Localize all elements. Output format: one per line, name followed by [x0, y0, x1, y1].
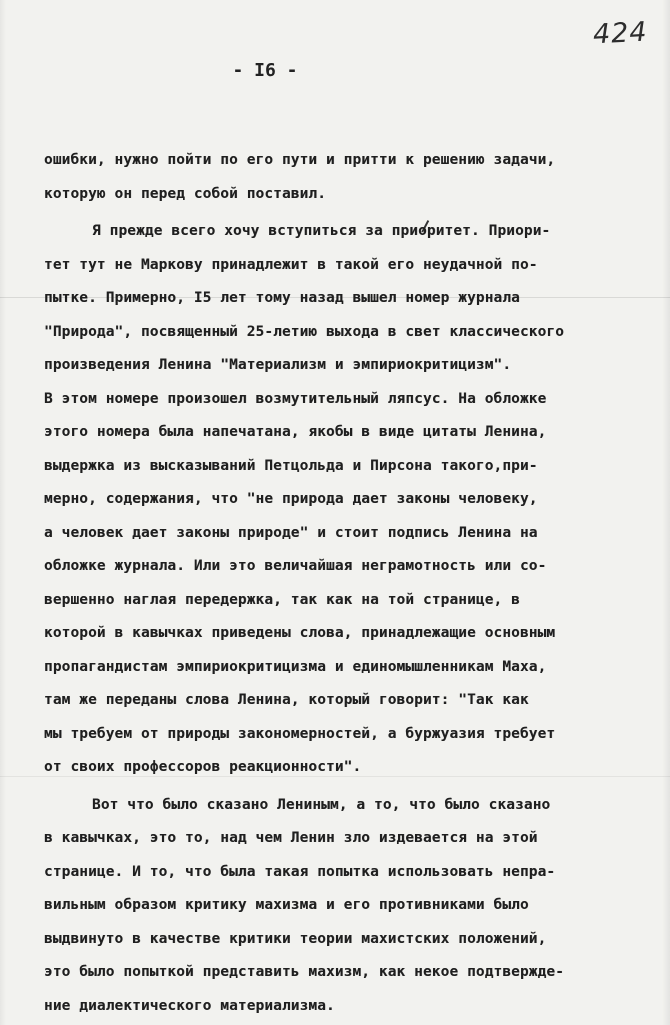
paragraph-first-line: Я прежде всего хочу вступиться за приоритет. Приори-: [92, 223, 551, 239]
page-number: - I6 -: [232, 60, 298, 81]
text-line: а человек дает законы природе" и стоит подпись Ленина на: [44, 524, 538, 541]
text-line: обложке журнала. Или это величайшая неграмотность или со-: [44, 558, 547, 574]
text-line: странице. И то, что была такая попытка использовать непра-: [44, 863, 556, 880]
typewritten-body: [44, 144, 666, 1023]
text-line: которой в кавычках приведены слова, принадлежащие основным: [44, 625, 556, 641]
text-line: ошибки, нужно пойти по его пути и притти к решению задачи,: [44, 152, 556, 168]
text-line: этого номера была напечатана, якобы в виде цитаты Ленина,: [44, 424, 547, 440]
text-line: мерно, содержания, что "не природа дает законы человеку,: [44, 491, 538, 507]
text-line: произведения Ленина "Материализм и эмпириокритицизм".: [44, 357, 512, 373]
text-line: пытке. Примерно, I5 лет тому назад вышел номер журнала: [44, 290, 520, 306]
text-line: "Природа", посвященный 25-летию выхода в свет классического: [44, 323, 565, 340]
text-line: вильным образом критику махизма и его противниками было: [44, 897, 529, 913]
text-line: которую он перед собой поставил.: [44, 185, 327, 202]
text-line: в кавычках, это то, над чем Ленин зло издевается на этой: [44, 830, 538, 846]
text-line: выдвинуто в качестве критики теории махистских положений,: [44, 930, 547, 947]
handwritten-archive-number: 424: [592, 16, 649, 51]
text-line: тет тут не Маркову принадлежит в такой его неудачной по-: [44, 256, 538, 273]
text-line: мы требуем от природы закономерностей, а буржуазия требует: [44, 725, 556, 742]
text-line: В этом номере произошел возмутительный ляпсус. На обложке: [44, 390, 547, 407]
text-line: ние диалектического материализма.: [44, 997, 335, 1014]
text-line: выдержка из высказываний Петцольда и Пирсона такого,при-: [44, 457, 538, 474]
text-line: вершенно наглая передержка, так как на той странице, в: [44, 591, 520, 608]
text-line: там же переданы слова Ленина, который говорит: "Так как: [44, 692, 529, 708]
paragraph-first-line: Вот что было сказано Лениным, а то, что было сказано: [92, 796, 551, 813]
text-line: это было попыткой представить махизм, как некое подтвержде-: [44, 964, 565, 980]
text-line: пропагандистам эмпириокритицизма и единомышленникам Маха,: [44, 658, 547, 675]
text-line: от своих профессоров реакционности".: [44, 759, 362, 775]
